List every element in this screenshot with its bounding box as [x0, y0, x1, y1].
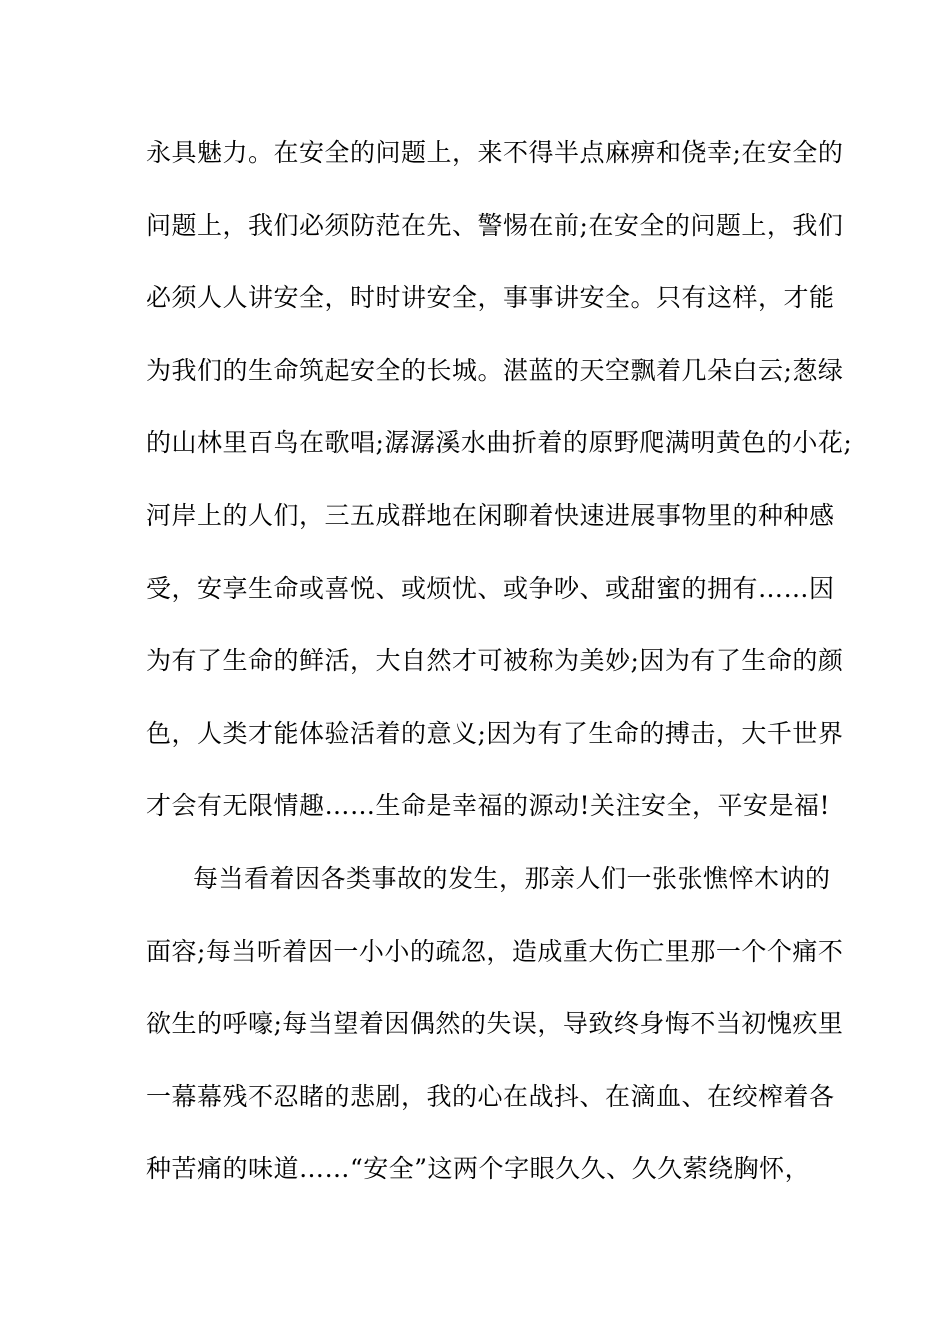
text-line: 必须人人讲安全，时时讲安全，事事讲安全。只有这样，才能 [146, 283, 835, 313]
text-line: 为我们的生命筑起安全的长城。湛蓝的天空飘着几朵白云;葱绿 [146, 355, 844, 385]
text-line: 欲生的呼嚎;每当望着因偶然的失误，导致终身悔不当初愧疚里 [146, 1009, 844, 1039]
text-line: 问题上，我们必须防范在先、警惕在前;在安全的问题上，我们 [146, 210, 844, 240]
text-line: 种苦痛的味道……“安全”这两个字眼久久、久久萦绕胸怀， [146, 1154, 811, 1184]
text-line: 为有了生命的鲜活，大自然才可被称为美妙;因为有了生命的颜 [146, 646, 844, 676]
text-line: 的山林里百鸟在歌唱;潺潺溪水曲折着的原野爬满明黄色的小花; [146, 428, 853, 458]
text-line: 面容;每当听着因一小小的疏忽，造成重大伤亡里那一个个痛不 [146, 936, 844, 966]
body-text [146, 127, 853, 1216]
paragraph-start-line: 每当看着因各类事故的发生，那亲人们一张张憔悴木讷的 [193, 863, 831, 893]
text-line: 河岸上的人们，三五成群地在闲聊着快速进展事物里的种种感 [146, 500, 835, 530]
text-line: 一幕幕残不忍睹的悲剧，我的心在战抖、在滴血、在绞榨着各 [146, 1081, 835, 1111]
text-line: 受，安享生命或喜悦、或烦忧、或争吵、或甜蜜的拥有……因 [146, 573, 835, 603]
text-line: 色，人类才能体验活着的意义;因为有了生命的搏击，大千世界 [146, 718, 844, 748]
text-line: 才会有无限情趣……生命是幸福的源动!关注安全，平安是福! [146, 791, 831, 821]
text-line: 永具魅力。在安全的问题上，来不得半点麻痹和侥幸;在安全的 [146, 138, 844, 167]
